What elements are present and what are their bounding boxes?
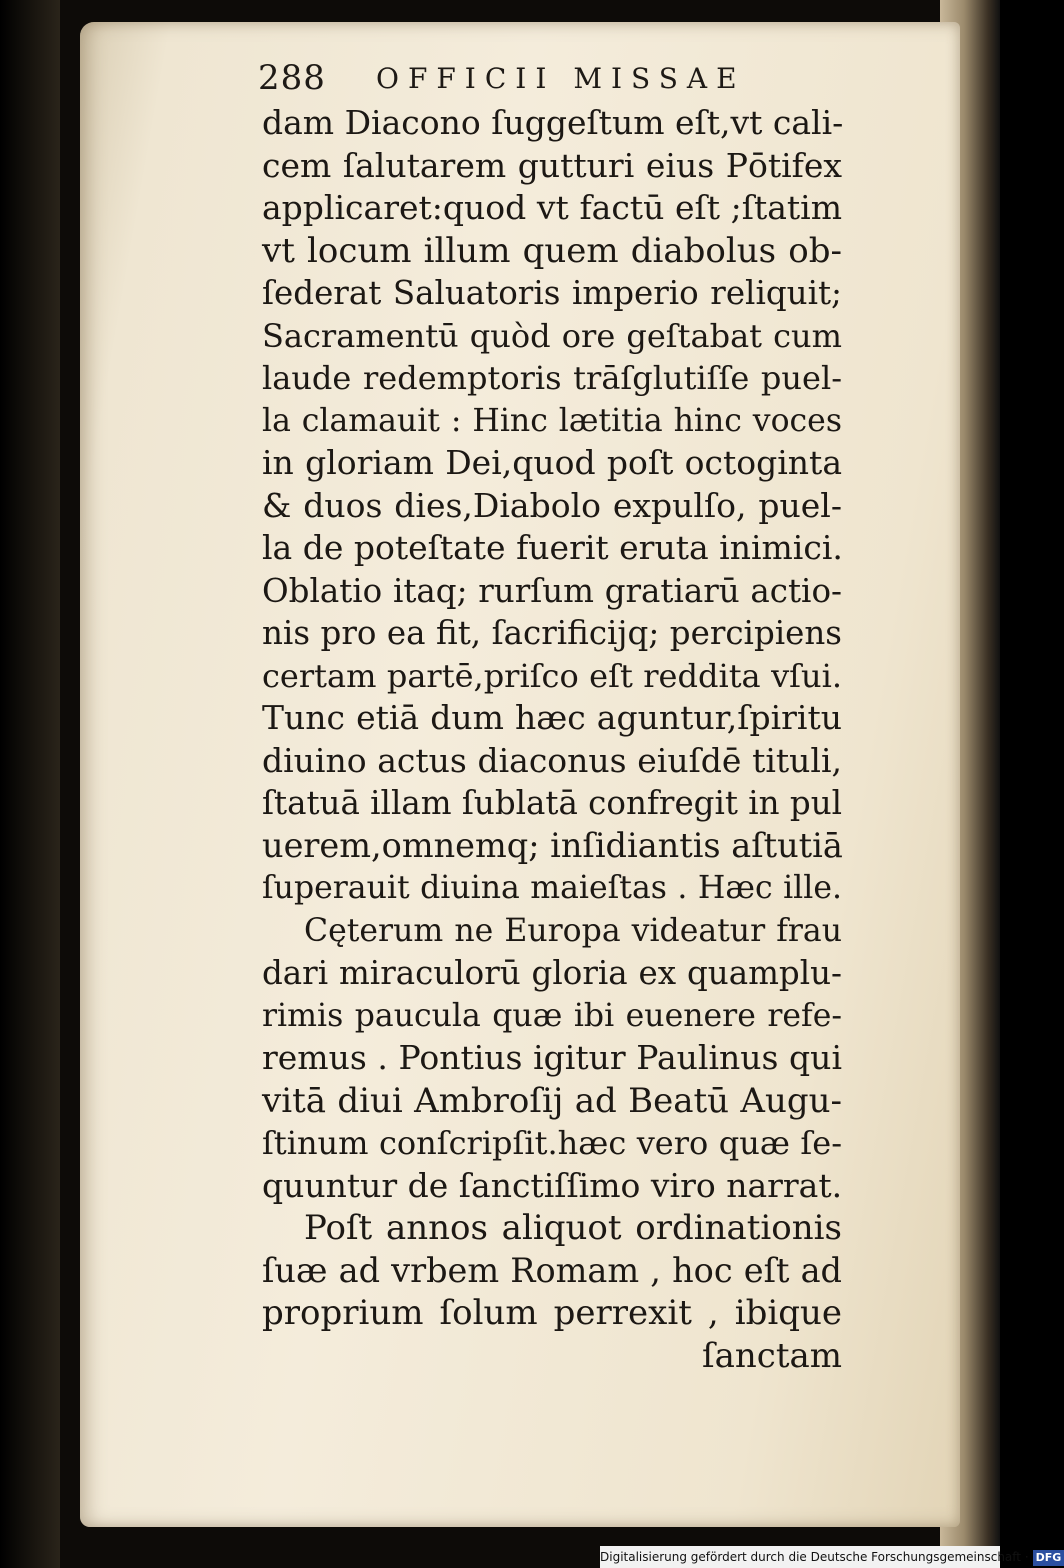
text-line: in gloriam Dei,quod poſt octoginta (262, 443, 842, 482)
text-line: remus . Pontius igitur Paulinus qui (262, 1038, 842, 1077)
text-line: applicaret:quod vt factū eſt ;ſtatim (262, 188, 842, 227)
digitization-credit-bar (600, 1546, 1062, 1568)
text-line: ſtatuā illam ſublatā confregit in pul (262, 784, 843, 822)
text-line: dam Diacono ſuggeſtum eſt,vt cali- (262, 103, 844, 142)
text-line: Oblatio itaq; rurſum gratiarū actio- (262, 571, 842, 610)
text-line: dari miraculorū gloria ex quamplu- (262, 954, 842, 992)
text-line: & duos dies,Diabolo expulſo, puel- (262, 485, 842, 525)
text-line: vt locum illum quem diabolus ob- (262, 230, 842, 271)
page-header (258, 58, 818, 102)
text-line: la de poteſtate fuerit eruta inimici. (262, 528, 843, 567)
text-line: certam partē,priſco eſt reddita vſui. (262, 656, 842, 695)
text-line: Cęterum ne Europa videatur frau (304, 912, 842, 949)
text-line: rimis paucula quæ ibi euenere refe- (262, 997, 842, 1034)
dfg-logo: DFG (1033, 1550, 1064, 1566)
text-line: proprium ſolum perrexit , ibique (262, 1293, 842, 1333)
text-line: Tunc etiā dum hæc aguntur,ſpiritu (262, 698, 842, 737)
text-line: laude redemptoris trāſglutiſſe puel- (262, 359, 842, 397)
text-line: ſuæ ad vrbem Romam , hoc eſt ad (262, 1250, 842, 1290)
text-line: diuino actus diaconus eiuſdē tituli, (262, 740, 842, 780)
body-text (262, 102, 842, 1377)
catchword: ſanctam (702, 1335, 842, 1376)
text-line: ſederat Saluatoris imperio reliquit; (262, 274, 842, 312)
running-head: OFFICII MISSAE (376, 62, 746, 95)
text-line: Sacramentū quòd ore geſtabat cum (262, 316, 842, 355)
text-line: ſuperauit diuina maieſtas . Hæc ille. (262, 870, 842, 906)
digitization-credit: Digitalisierung gefördert durch die Deutsche Forschungsgemeinschaft · (600, 1550, 1029, 1564)
text-line: la clamauit : Hinc lætitia hinc voces (262, 402, 842, 439)
text-line: ſtinum conſcripſit.hæc vero quæ ſe- (262, 1124, 842, 1162)
book-spine-shadow (0, 0, 60, 1568)
text-line: quuntur de ſanctiſſimo viro narrat. (262, 1165, 843, 1205)
text-line: vitā diui Ambroſij ad Beatū Augu- (262, 1080, 842, 1121)
page-number: 288 (258, 58, 326, 98)
text-line: uerem,omnemq; inſidiantis aſtutiā (262, 825, 843, 865)
text-line: Poſt annos aliquot ordinationis (304, 1208, 842, 1248)
text-line: nis pro ea fit, ſacrificijq; percipiens (262, 614, 842, 652)
text-line: cem ſalutarem gutturi eius Pōtifex (262, 145, 842, 185)
